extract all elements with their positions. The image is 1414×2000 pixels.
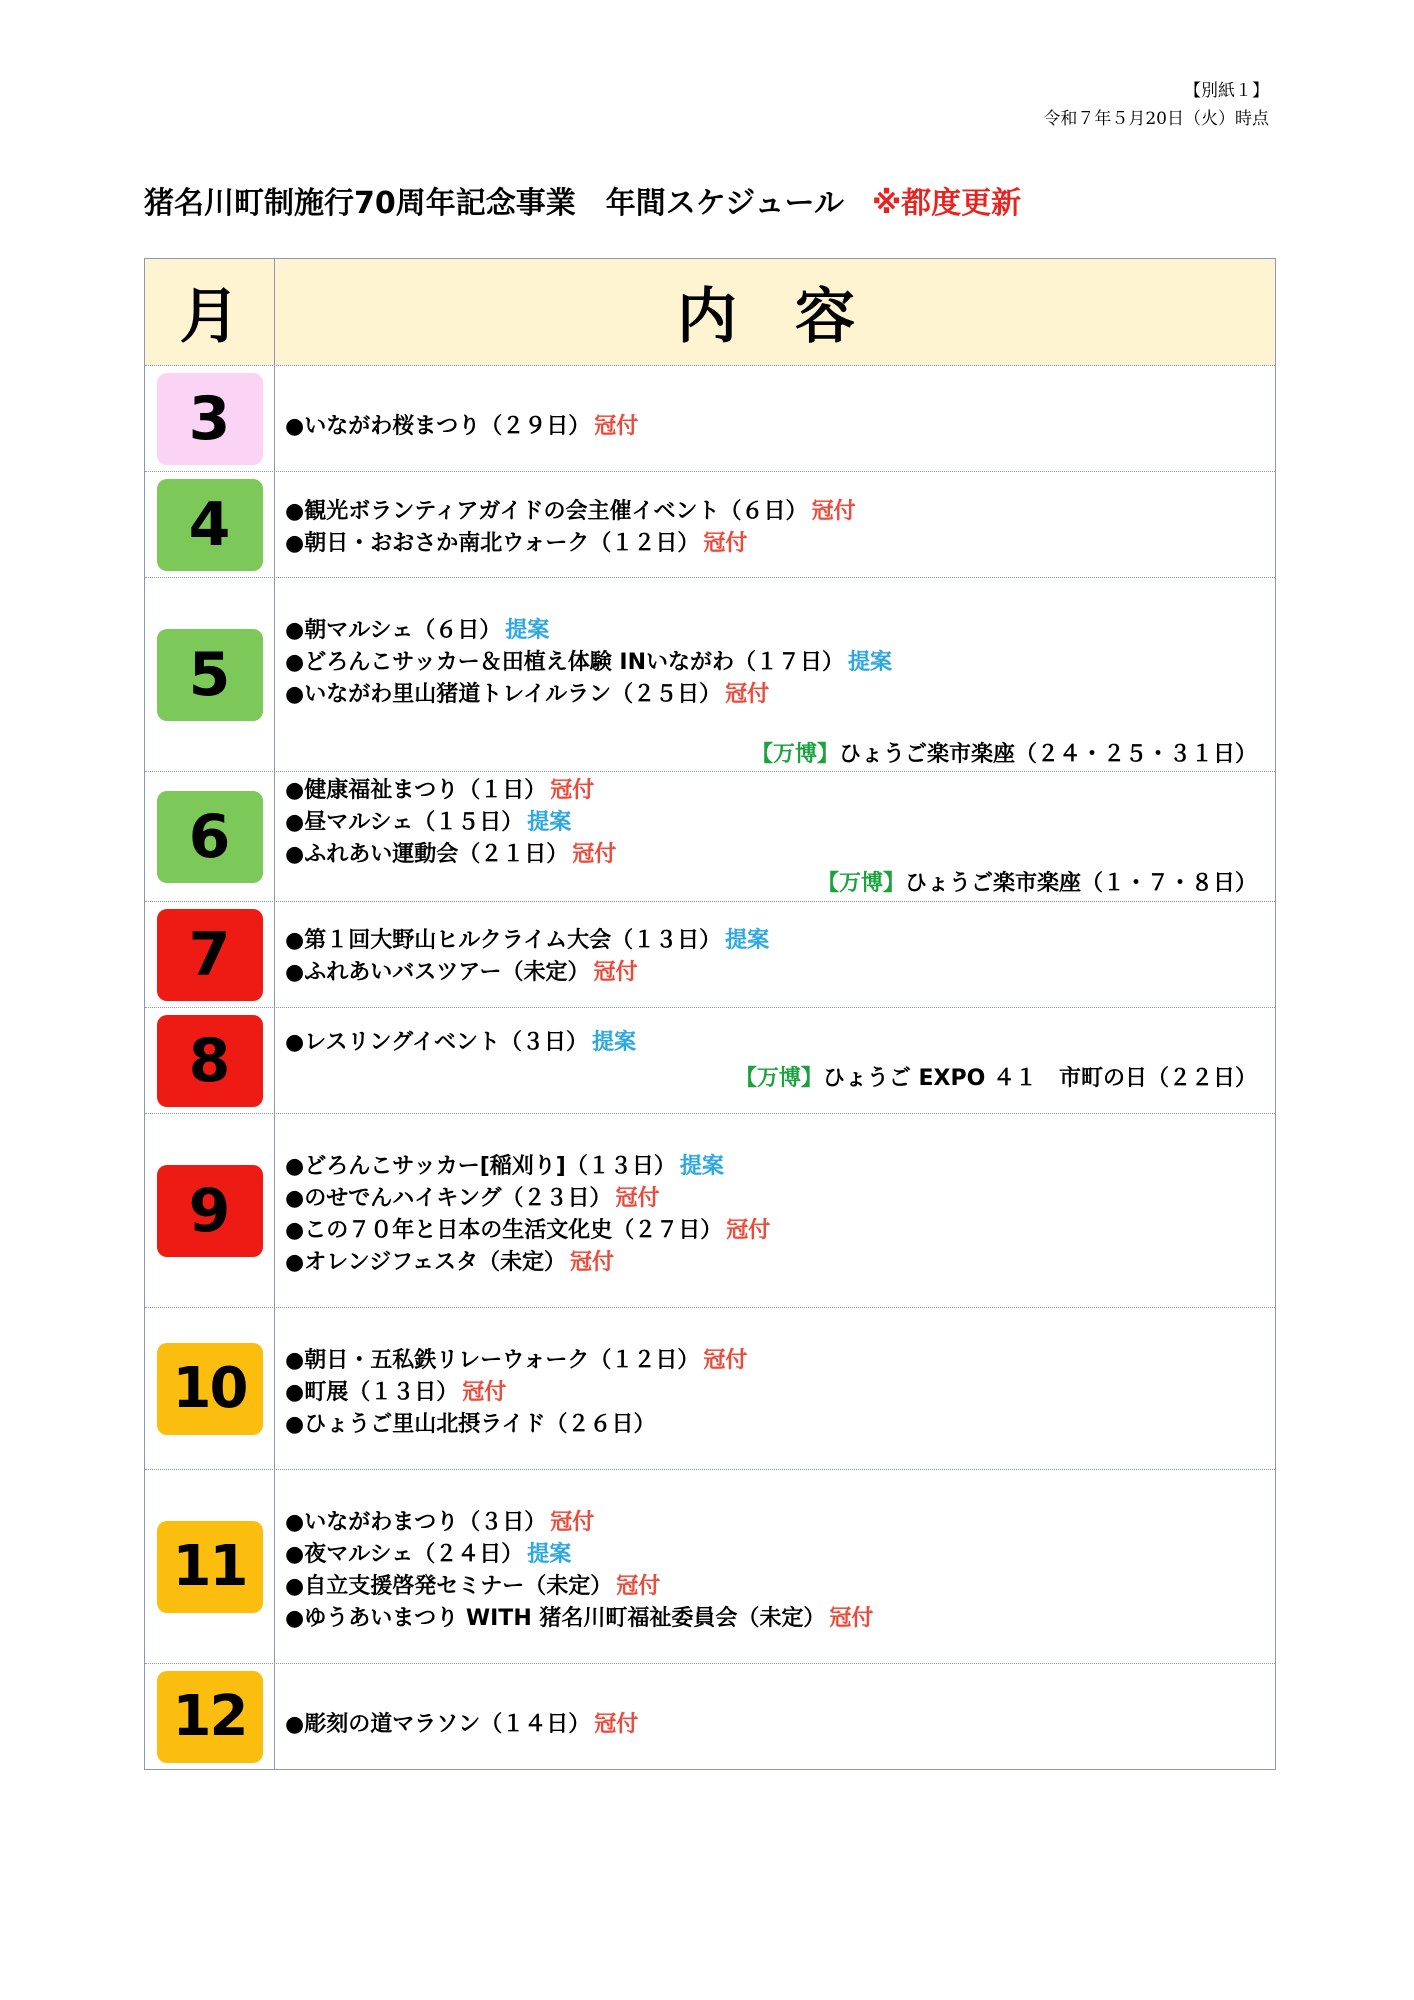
event-text: ●彫刻の道マラソン（１４日） xyxy=(285,1712,591,1737)
title-main: 猪名川町制施行70周年記念事業 年間スケジュール xyxy=(144,186,844,221)
expo-bracket: 【万博】 xyxy=(816,871,905,896)
event-item xyxy=(285,496,1257,528)
expo-note xyxy=(735,1063,1257,1095)
proposal-tag: 提案 xyxy=(679,1154,724,1179)
proposal-tag: 提案 xyxy=(505,618,550,643)
crown-tag: 冠付 xyxy=(725,682,770,707)
content-cell xyxy=(275,1470,1275,1663)
crown-tag: 冠付 xyxy=(703,531,748,556)
event-item xyxy=(285,1345,1257,1377)
event-text: ●ふれあい運動会（２１日） xyxy=(285,842,569,867)
event-item xyxy=(285,528,1257,560)
expo-bracket: 【万博】 xyxy=(750,742,839,767)
event-text: ●ふれあいバスツアー（未定） xyxy=(285,960,590,985)
crown-tag: 冠付 xyxy=(615,1186,660,1211)
content-cell xyxy=(275,578,1275,771)
event-text: ●いながわまつり（３日） xyxy=(285,1510,547,1535)
proposal-tag: 提案 xyxy=(592,1030,637,1055)
table-row xyxy=(145,471,1275,577)
expo-bracket: 【万博】 xyxy=(734,1066,823,1091)
month-cell xyxy=(145,1008,275,1113)
event-list xyxy=(285,1027,1257,1059)
event-text: ●レスリングイベント（３日） xyxy=(285,1030,588,1055)
event-text: ●どろんこサッカー[稲刈り]（１３日） xyxy=(285,1154,676,1179)
proposal-tag: 提案 xyxy=(527,1542,572,1567)
crown-tag: 冠付 xyxy=(811,499,856,524)
event-item xyxy=(285,1539,1257,1571)
event-item xyxy=(285,1027,1257,1059)
update-note: ※都度更新 xyxy=(871,186,1022,221)
event-list xyxy=(285,925,1257,989)
event-item xyxy=(285,807,1257,839)
event-item xyxy=(285,1507,1257,1539)
event-text: ●朝日・五私鉄リレーウォーク（１２日） xyxy=(285,1348,700,1373)
table-row xyxy=(145,1469,1275,1663)
crown-tag: 冠付 xyxy=(550,778,595,803)
expo-text: ひょうご楽市楽座（１・７・８日） xyxy=(904,871,1257,896)
event-text: ●町展（１３日） xyxy=(285,1380,459,1405)
table-row xyxy=(145,901,1275,1007)
month-badge: 4 xyxy=(157,479,263,571)
month-badge: 10 xyxy=(157,1343,263,1435)
proposal-tag: 提案 xyxy=(527,810,572,835)
event-text: ●いながわ里山猪道トレイルラン（２５日） xyxy=(285,682,722,707)
event-list xyxy=(285,411,1257,443)
month-cell xyxy=(145,1308,275,1469)
event-text: ●第１回大野山ヒルクライム大会（１３日） xyxy=(285,928,722,953)
event-item xyxy=(285,957,1257,989)
event-text: ●いながわ桜まつり（２９日） xyxy=(285,414,591,439)
month-cell xyxy=(145,772,275,901)
event-item xyxy=(285,1183,1257,1215)
event-list xyxy=(285,615,1257,711)
event-item xyxy=(285,1603,1257,1635)
proposal-tag: 提案 xyxy=(848,650,893,675)
event-item xyxy=(285,925,1257,957)
crown-tag: 冠付 xyxy=(462,1380,507,1405)
event-list xyxy=(285,1507,1257,1635)
crown-tag: 冠付 xyxy=(570,1250,615,1275)
table-row xyxy=(145,365,1275,471)
as-of-date: 令和７年５月20日（火）時点 xyxy=(1043,109,1269,129)
event-text: ●ゆうあいまつり WITH 猪名川町福祉委員会（未定） xyxy=(285,1606,826,1631)
event-list xyxy=(285,775,1257,871)
month-cell xyxy=(145,472,275,577)
month-badge: 6 xyxy=(157,791,263,883)
table-row xyxy=(145,1113,1275,1307)
schedule-table xyxy=(144,258,1276,1770)
month-cell xyxy=(145,1114,275,1307)
table-row xyxy=(145,1007,1275,1113)
event-item xyxy=(285,1247,1257,1279)
event-item xyxy=(285,1571,1257,1603)
event-item xyxy=(285,411,1257,443)
event-item xyxy=(285,615,1257,647)
event-item xyxy=(285,1409,1257,1441)
crown-tag: 冠付 xyxy=(593,960,638,985)
event-item xyxy=(285,1215,1257,1247)
content-cell xyxy=(275,1664,1275,1769)
table-header xyxy=(145,259,1275,365)
month-badge: 12 xyxy=(157,1671,263,1763)
month-badge: 9 xyxy=(157,1165,263,1257)
month-cell xyxy=(145,1470,275,1663)
expo-text: ひょうご EXPO ４１ 市町の日（２２日） xyxy=(822,1066,1257,1091)
page-title xyxy=(144,178,1021,222)
crown-tag: 冠付 xyxy=(572,842,617,867)
content-cell xyxy=(275,366,1275,471)
event-item xyxy=(285,679,1257,711)
month-badge: 8 xyxy=(157,1015,263,1107)
crown-tag: 冠付 xyxy=(550,1510,595,1535)
event-text: ●健康福祉まつり（１日） xyxy=(285,778,547,803)
event-item xyxy=(285,1709,1257,1741)
month-badge: 7 xyxy=(157,909,263,1001)
event-list xyxy=(285,1345,1257,1441)
table-row xyxy=(145,1307,1275,1469)
content-cell xyxy=(275,902,1275,1007)
crown-tag: 冠付 xyxy=(594,1712,639,1737)
crown-tag: 冠付 xyxy=(726,1218,771,1243)
event-list xyxy=(285,1151,1257,1279)
event-item xyxy=(285,839,1257,871)
attachment-label: 【別紙１】 xyxy=(1184,81,1269,101)
event-text: ●自立支援啓発セミナー（未定） xyxy=(285,1574,613,1599)
event-text: ●この７０年と日本の生活文化史（２７日） xyxy=(285,1218,723,1243)
month-badge: 11 xyxy=(157,1521,263,1613)
event-text: ●昼マルシェ（１５日） xyxy=(285,810,524,835)
event-item xyxy=(285,1377,1257,1409)
proposal-tag: 提案 xyxy=(725,928,770,953)
table-row xyxy=(145,771,1275,901)
month-badge: 3 xyxy=(157,373,263,465)
content-cell xyxy=(275,472,1275,577)
expo-note xyxy=(817,868,1257,900)
event-list xyxy=(285,496,1257,560)
month-column-header: 月 xyxy=(145,259,275,365)
event-text: ●観光ボランティアガイドの会主催イベント（６日） xyxy=(285,499,808,524)
event-list xyxy=(285,1709,1257,1741)
event-text: ●ひょうご里山北摂ライド（２６日） xyxy=(285,1412,656,1437)
event-text: ●オレンジフェスタ（未定） xyxy=(285,1250,566,1275)
event-text: ●夜マルシェ（２４日） xyxy=(285,1542,524,1567)
event-item xyxy=(285,1151,1257,1183)
content-cell xyxy=(275,1308,1275,1469)
content-cell xyxy=(275,1114,1275,1307)
crown-tag: 冠付 xyxy=(594,414,639,439)
month-cell xyxy=(145,1664,275,1769)
month-badge: 5 xyxy=(157,629,263,721)
month-cell xyxy=(145,578,275,771)
crown-tag: 冠付 xyxy=(703,1348,748,1373)
table-row xyxy=(145,577,1275,771)
content-cell xyxy=(275,772,1275,901)
expo-note xyxy=(751,739,1257,771)
content-column-header: 内容 xyxy=(677,282,913,352)
month-cell xyxy=(145,366,275,471)
event-item xyxy=(285,775,1257,807)
crown-tag: 冠付 xyxy=(616,1574,661,1599)
event-text: ●朝日・おおさか南北ウォーク（１２日） xyxy=(285,531,700,556)
month-cell xyxy=(145,902,275,1007)
event-text: ●どろんこサッカー＆田植え体験 INいながわ（１７日） xyxy=(285,650,845,675)
event-text: ●のせでんハイキング（２３日） xyxy=(285,1186,612,1211)
table-row xyxy=(145,1663,1275,1769)
crown-tag: 冠付 xyxy=(829,1606,874,1631)
event-text: ●朝マルシェ（６日） xyxy=(285,618,502,643)
content-cell xyxy=(275,1008,1275,1113)
expo-text: ひょうご楽市楽座（２４・２５・３１日） xyxy=(838,742,1257,767)
event-item xyxy=(285,647,1257,679)
